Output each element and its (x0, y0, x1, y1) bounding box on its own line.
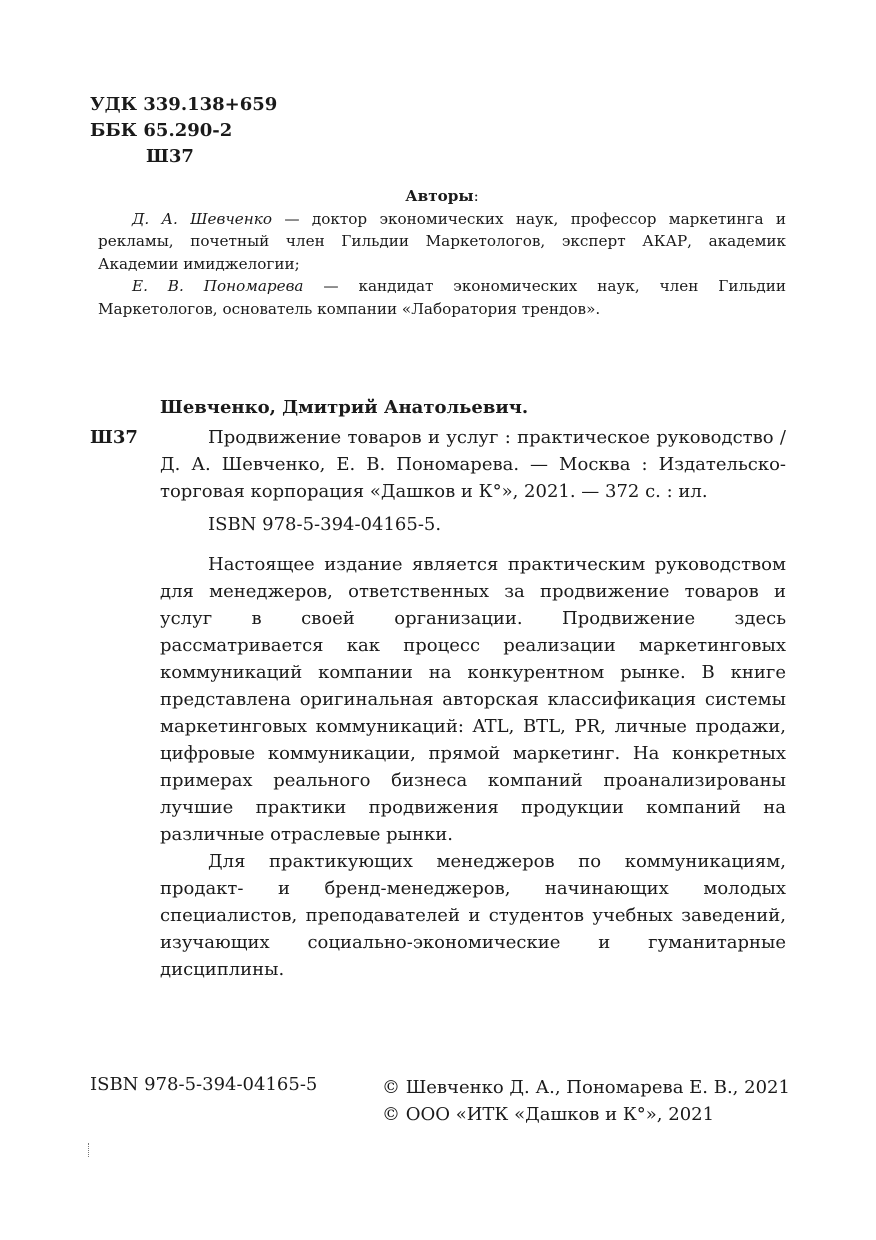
catalog-main-author: Шевченко, Дмитрий Анатольевич. (160, 397, 529, 418)
footer-isbn: ISBN 978-5-394-04165-5 (90, 1074, 318, 1095)
author-desc-1: — доктор экономических наук, профессор маркетинга и рекламы, почетный член Гильдии Маркетологов, эксперт АКАР, академик Академии имиджелогии; (98, 209, 786, 273)
bbk-code: ББК 65.290-2 (90, 120, 233, 141)
annotation-paragraph-1: Настоящее издание является практическим руководством для менеджеров, ответственных за продвижение товаров и услуг в своей организации. Продвижение здесь рассматривается как процесс реализации маркетинговых коммуникаций компании на конкурентном рынке. В книге представлена оригинальная авторская классификация системы маркетинговых коммуникаций: ATL, BTL, PR, личные продажи, цифровые коммуникации, прямой маркетинг. На конкретных примерах реального бизнеса компаний проанализированы лучшие практики продвижения продукции компаний на различные отраслевые рынки. (160, 554, 786, 845)
classification-codes (90, 92, 277, 170)
author-name-2: Е. В. Пономарева (132, 277, 304, 295)
author-desc-2: — кандидат экономических наук, член Гильдии Маркетологов, основатель компании «Лаборатория трендов». (98, 277, 786, 318)
catalog-isbn: ISBN 978-5-394-04165-5. (208, 514, 442, 535)
annotation-paragraph-2: Для практикующих менеджеров по коммуникациям, продакт- и бренд-менеджеров, начинающих молодых специалистов, преподавателей и студентов учебных заведений, изучающих социально-экономические и гуманитарные дисциплины. (160, 851, 786, 980)
copyright-authors: © Шевченко Д. А., Пономарева Е. В., 2021 (382, 1077, 790, 1098)
print-mark (88, 1143, 91, 1157)
bibliographic-description: Продвижение товаров и услуг : практическое руководство / Д. А. Шевченко, Е. В. Пономарева. — Москва : Издательско-торговая корпорация «Дашков и К°», 2021. — 372 с. : ил. (160, 427, 786, 502)
copyright-notices (382, 1074, 790, 1128)
authors-block (98, 185, 786, 320)
author-cipher: Ш37 (146, 146, 194, 167)
annotation (160, 551, 786, 983)
udk-code: УДК 339.138+659 (90, 94, 278, 115)
author-name-1: Д. А. Шевченко (132, 209, 273, 228)
catalog-record (160, 424, 786, 983)
author-entry-1 (98, 208, 786, 276)
authors-heading: Авторы: (405, 187, 479, 205)
author-entry-2 (98, 275, 786, 320)
catalog-cipher: Ш37 (90, 427, 138, 448)
copyright-publisher: © ООО «ИТК «Дашков и К°», 2021 (382, 1104, 715, 1125)
